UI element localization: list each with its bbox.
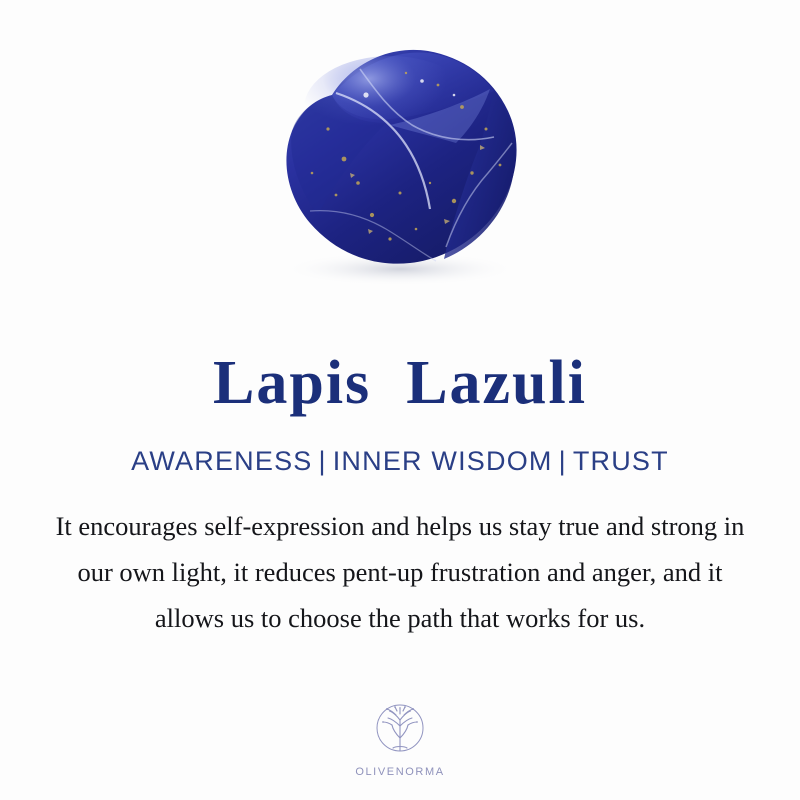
keyword-separator-1: | bbox=[318, 446, 327, 476]
page-title: Lapis Lazuli bbox=[213, 349, 587, 417]
tree-of-life-icon bbox=[369, 698, 431, 764]
keyword-separator-2: | bbox=[558, 446, 567, 476]
keyword-trust: TRUST bbox=[572, 446, 669, 476]
keyword-awareness: AWARENESS bbox=[131, 446, 313, 476]
brand-logo bbox=[0, 698, 800, 778]
brand-name: OLIVENORMA bbox=[355, 766, 445, 778]
stone-image bbox=[0, 8, 800, 328]
keyword-inner-wisdom: INNER WISDOM bbox=[332, 446, 553, 476]
keyword-list bbox=[131, 446, 669, 477]
description-text: It encourages self-expression and helps us stay true and strong in our own light, it reduces pent-up frustration and anger, and it allows us to choose the path that works for us. bbox=[55, 511, 745, 633]
lapis-lazuli-stone-illustration bbox=[240, 33, 560, 303]
